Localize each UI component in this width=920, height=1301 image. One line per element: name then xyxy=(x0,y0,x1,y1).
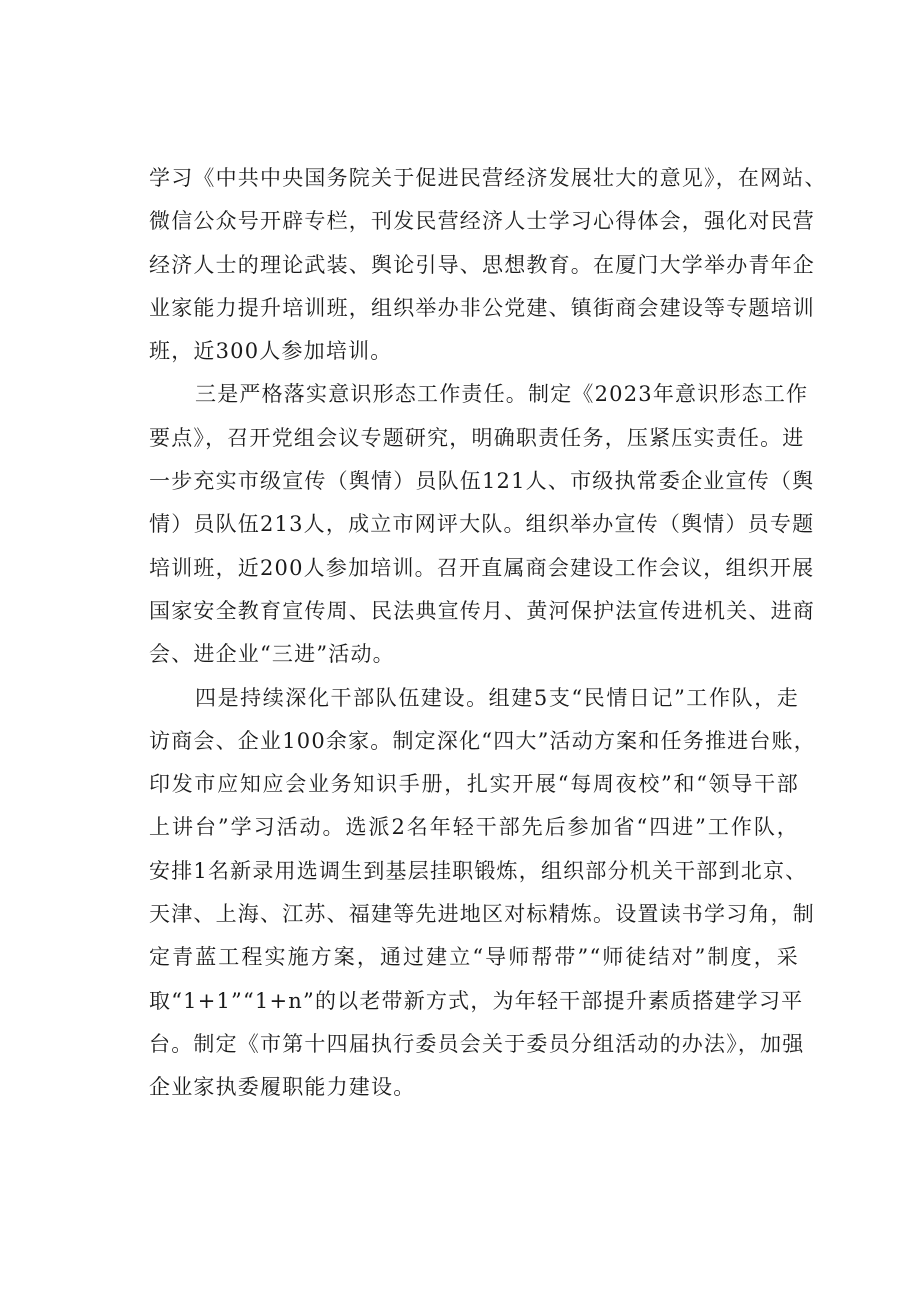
text-line: 班，近300人参加培训。 xyxy=(149,339,393,364)
paragraph-ideology-responsibility xyxy=(149,373,815,676)
text-line: 培训班，近200人参加培训。召开直属商会建设工作会议，组织开展 xyxy=(149,555,815,580)
text-line: 台。制定《市第十四届执行委员会关于委员分组活动的办法》，加强 xyxy=(149,1031,805,1056)
text-line: 安排1名新录用选调生到基层挂职锻炼，组织部分机关干部到北京、 xyxy=(149,858,808,883)
text-line: 定青蓝工程实施方案，通过建立“导师帮带”“师徒结对”制度，采 xyxy=(149,945,799,970)
text-line: 学习《中共中央国务院关于促进民营经济发展壮大的意见》，在网站、 xyxy=(149,166,827,190)
text-line: 访商会、企业100余家。制定深化“四大”活动方案和任务推进台账， xyxy=(149,728,816,753)
text-line: 四是持续深化干部队伍建设。组建5支“民情日记”工作队，走 xyxy=(195,685,799,710)
text-line: 取“1+1”“1+n”的以老带新方式，为年轻干部提升素质搭建学习平 xyxy=(149,988,804,1013)
text-line: 会、进企业“三进”活动。 xyxy=(149,642,395,667)
text-line: 一步充实市级宣传（舆情）员队伍121人、市级执常委企业宣传（舆 xyxy=(149,469,815,494)
paragraph-cadre-team xyxy=(149,677,816,1110)
text-line: 印发市应知应会业务知识手册，扎实开展“每周夜校”和“领导干部 xyxy=(149,772,799,797)
text-line: 三是严格落实意识形态工作责任。制定《2023年意识形态工作 xyxy=(195,382,809,407)
text-line: 微信公众号开辟专栏，刊发民营经济人士学习心得体会，强化对民营 xyxy=(149,209,815,234)
text-line: 企业家执委履职能力建设。 xyxy=(149,1075,416,1100)
text-line: 经济人士的理论武装、舆论引导、思想教育。在厦门大学举办青年企 xyxy=(149,252,815,277)
text-line: 上讲台”学习活动。选派2名年轻干部先后参加省“四进”工作队， xyxy=(149,815,799,840)
text-line: 天津、上海、江苏、福建等先进地区对标精炼。设置读书学习角，制 xyxy=(149,902,815,927)
text-line: 业家能力提升培训班，组织举办非公党建、镇街商会建设等专题培训 xyxy=(149,295,815,320)
paragraph-training xyxy=(149,157,827,373)
text-line: 要点》，召开党组会议专题研究，明确职责任务，压紧压实责任。进 xyxy=(149,425,805,450)
text-line: 情）员队伍213人，成立市网评大队。组织举办宣传（舆情）员专题 xyxy=(149,512,815,537)
document-body xyxy=(149,157,827,1110)
text-line: 国家安全教育宣传周、民法典宣传月、黄河保护法宣传进机关、进商 xyxy=(149,598,815,623)
